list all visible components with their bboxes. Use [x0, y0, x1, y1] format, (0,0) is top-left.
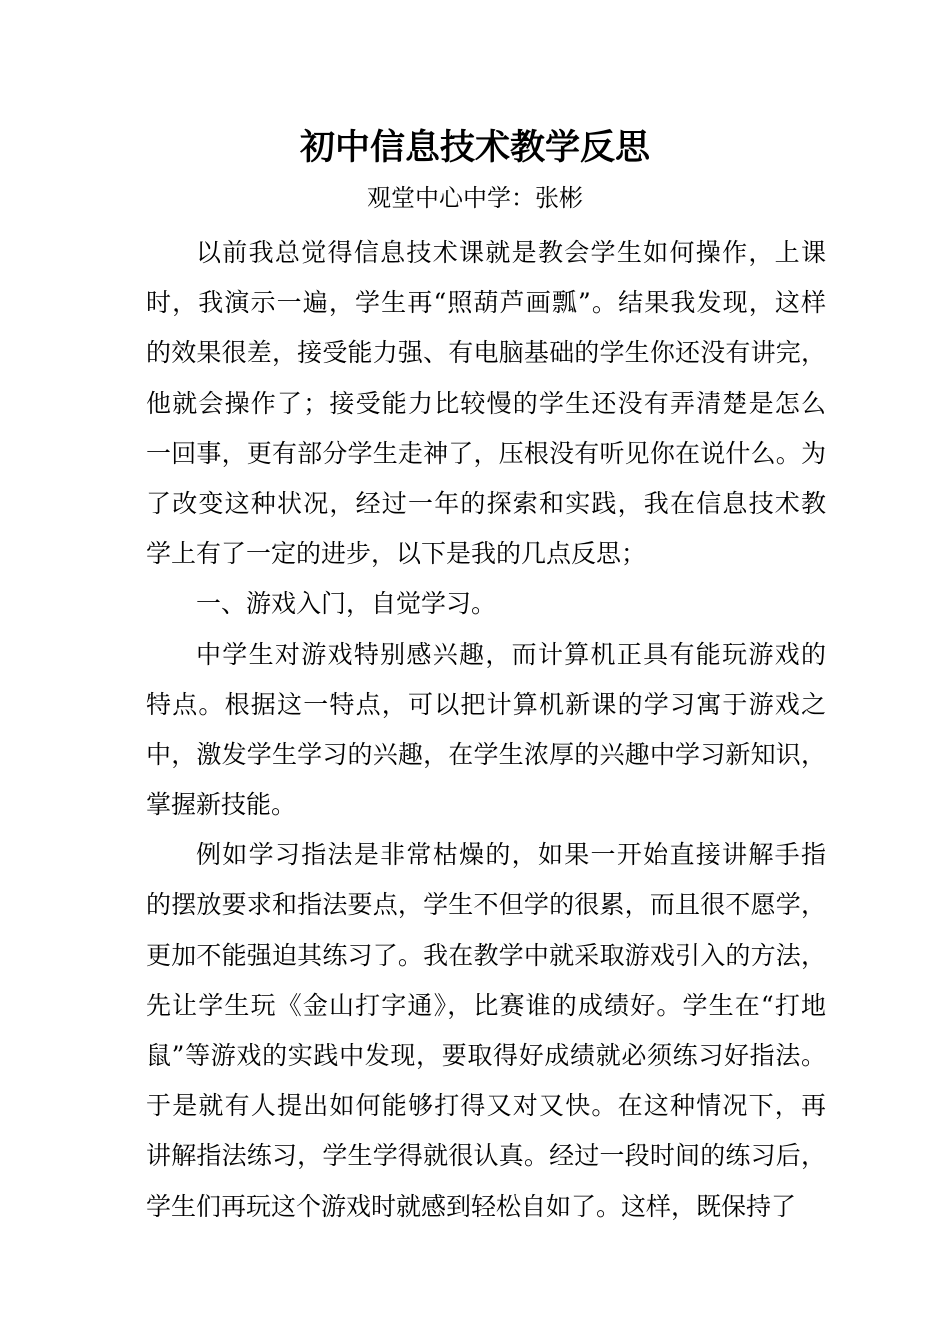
text-line: 鼠”等游戏的实践中发现，要取得好成绩就必须练习好指法。	[146, 1041, 826, 1070]
text-line: 了改变这种状况，经过一年的探索和实践，我在信息技术教	[146, 488, 826, 518]
text-line: 一、游戏入门，自觉学习。	[196, 589, 497, 619]
text-line: 讲解指法练习，学生学得就很认真。经过一段时间的练习后，	[146, 1141, 826, 1171]
text-line: 学上有了一定的进步，以下是我的几点反思；	[146, 539, 647, 569]
text-line: 一回事，更有部分学生走神了，压根没有听见你在说什么。为	[146, 438, 826, 468]
document-title: 初中信息技术教学反思	[299, 127, 650, 168]
text-line: 的摆放要求和指法要点，学生不但学的很累，而且很不愿学，	[146, 890, 826, 920]
section-heading	[146, 579, 826, 629]
text-line: 例如学习指法是非常枯燥的，如果一开始直接讲解手指	[196, 840, 826, 870]
document-body	[146, 228, 826, 1232]
text-line: 于是就有人提出如何能够打得又对又快。在这种情况下，再	[146, 1091, 826, 1121]
paragraph	[146, 630, 826, 831]
text-line: 先让学生玩《金山打字通》，比赛谁的成绩好。学生在“打地	[146, 990, 826, 1020]
text-line: 中，激发学生学习的兴趣，在学生浓厚的兴趣中学习新知识，	[146, 739, 826, 769]
text-line: 时，我演示一遍，学生再“照葫芦画瓢”。结果我发现，这样	[146, 288, 826, 318]
text-line: 的效果很差，接受能力强、有电脑基础的学生你还没有讲完，	[146, 338, 826, 368]
text-line: 掌握新技能。	[146, 790, 297, 820]
text-line: 他就会操作了；接受能力比较慢的学生还没有弄清楚是怎么	[146, 388, 826, 418]
text-line: 特点。根据这一特点，可以把计算机新课的学习寓于游戏之	[146, 689, 826, 719]
paragraph	[146, 830, 826, 1232]
text-line: 中学生对游戏特别感兴趣，而计算机正具有能玩游戏的	[196, 639, 826, 669]
text-line: 学生们再玩这个游戏时就感到轻松自如了。这样，既保持了	[146, 1191, 797, 1221]
document-author: 观堂中心中学：张彬	[367, 184, 583, 212]
text-line: 更加不能强迫其练习了。我在教学中就采取游戏引入的方法，	[146, 940, 826, 970]
paragraph	[146, 228, 826, 579]
text-line: 以前我总觉得信息技术课就是教会学生如何操作，上课	[196, 238, 826, 267]
